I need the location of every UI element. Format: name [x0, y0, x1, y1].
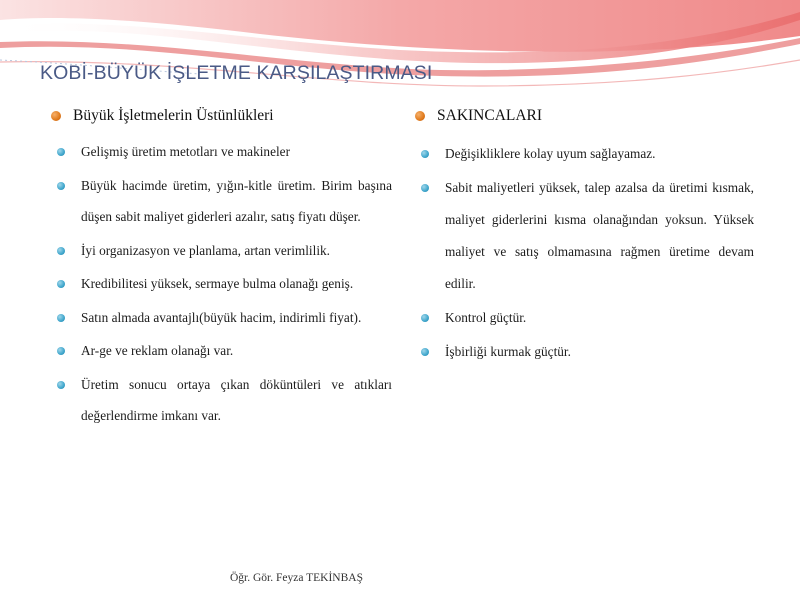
- list-item: İşbirliği kurmak güçtür.: [414, 336, 754, 368]
- list-item: Kontrol güçtür.: [414, 302, 754, 334]
- list-item: Satın almada avantajlı(büyük hacim, indirimli fiyat).: [50, 302, 392, 334]
- list-item: Kredibilitesi yüksek, sermaye bulma olanağı geniş.: [50, 268, 392, 300]
- list-item: Sabit maliyetleri yüksek, talep azalsa da üretimi kısmak, maliyet giderlerini kısma olanağından yoksun. Yüksek maliyet ve satış olmamasına rağmen üretime devam edilir.: [414, 172, 754, 300]
- list-item: Gelişmiş üretim metotları ve makineler: [50, 136, 392, 168]
- disadvantages-heading: [414, 104, 754, 128]
- disadvantages-list: [414, 138, 754, 368]
- advantages-column: [50, 104, 392, 434]
- disadvantages-heading-text: SAKINCALARI: [437, 107, 543, 124]
- advantages-heading-text: Büyük İşletmelerin Üstünlükleri: [73, 107, 274, 124]
- orange-bullet-icon: [415, 111, 425, 121]
- blue-bullet-icon: [57, 280, 65, 288]
- footer-author: Öğr. Gör. Feyza TEKİNBAŞ: [230, 572, 363, 584]
- orange-bullet-icon: [51, 111, 61, 121]
- disadvantages-column: [414, 104, 754, 370]
- blue-bullet-icon: [57, 347, 65, 355]
- blue-bullet-icon: [57, 148, 65, 156]
- list-item: İyi organizasyon ve planlama, artan verimlilik.: [50, 235, 392, 267]
- list-item: Ar-ge ve reklam olanağı var.: [50, 335, 392, 367]
- slide-title: KOBİ-BÜYÜK İŞLETME KARŞILAŞTIRMASI: [40, 62, 433, 84]
- blue-bullet-icon: [57, 381, 65, 389]
- blue-bullet-icon: [421, 348, 429, 356]
- blue-bullet-icon: [421, 184, 429, 192]
- blue-bullet-icon: [57, 247, 65, 255]
- blue-bullet-icon: [57, 314, 65, 322]
- blue-bullet-icon: [57, 182, 65, 190]
- list-item: Üretim sonucu ortaya çıkan döküntüleri ve atıkları değerlendirme imkanı var.: [50, 369, 392, 432]
- list-item: Değişikliklere kolay uyum sağlayamaz.: [414, 138, 754, 170]
- blue-bullet-icon: [421, 150, 429, 158]
- blue-bullet-icon: [421, 314, 429, 322]
- list-item: Büyük hacimde üretim, yığın-kitle üretim. Birim başına düşen sabit maliyet giderleri azalır, satış fiyatı düşer.: [50, 170, 392, 233]
- advantages-list: [50, 136, 392, 432]
- advantages-heading: [50, 104, 392, 128]
